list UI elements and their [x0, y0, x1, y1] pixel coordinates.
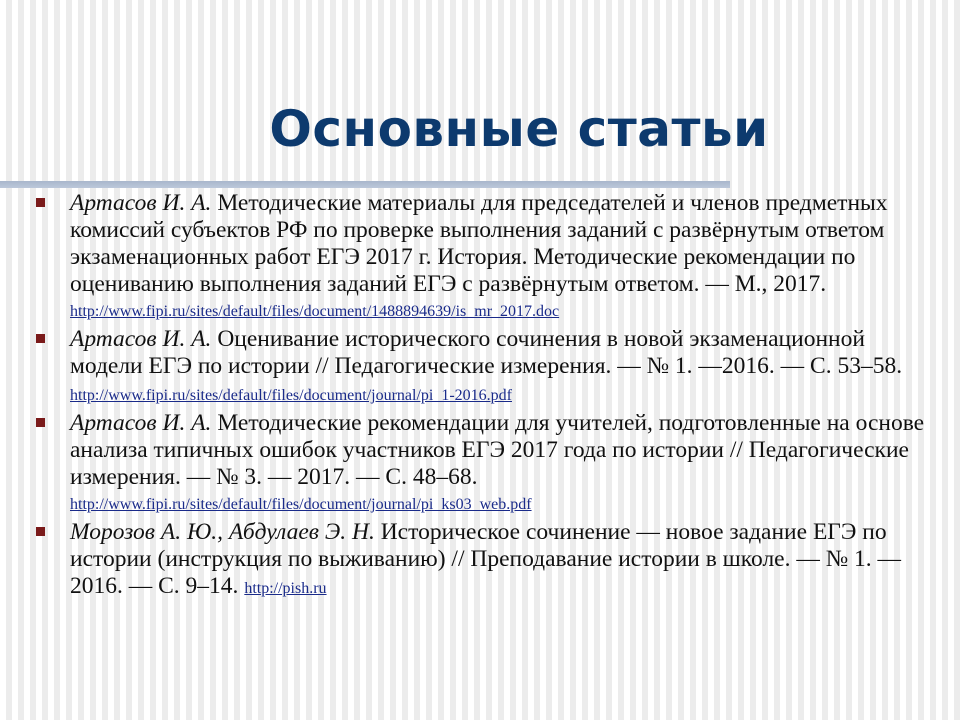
- reference-text: Методические материалы для председателей и членов предметных комиссий субъектов РФ по проверке выполнения заданий с развёрнутым ответом экзаменационных работ ЕГЭ 2017 г. История. Методические рекомендации по оцениванию выполнения заданий ЕГЭ с развёрнутым ответом. — М., 2017.: [70, 190, 888, 297]
- reference-link[interactable]: http://www.fipi.ru/sites/default/files/document/journal/pi_ks03_web.pdf: [70, 496, 532, 513]
- title-divider: [0, 181, 730, 188]
- square-bullet-icon: [36, 334, 45, 343]
- reference-text: Историческое сочинение — новое задание ЕГЭ по истории (инструкция по выживанию) // Преподавание истории в школе. — № 1. — 2016. — С. 9–14.: [70, 519, 902, 599]
- reference-list: [34, 190, 934, 603]
- reference-item-3: [34, 410, 934, 516]
- square-bullet-icon: [36, 527, 45, 536]
- reference-item-1: [34, 190, 934, 323]
- reference-item-2: [34, 326, 934, 407]
- reference-author: Артасов И. А.: [70, 326, 212, 352]
- square-bullet-icon: [36, 198, 45, 207]
- reference-author: Морозов А. Ю., Абдулаев Э. Н.: [70, 519, 375, 545]
- reference-link[interactable]: http://www.fipi.ru/sites/default/files/document/1488894639/is_mr_2017.doc: [70, 303, 560, 320]
- reference-author: Артасов И. А.: [70, 190, 212, 216]
- reference-text: Оценивание исторического сочинения в новой экзаменационной модели ЕГЭ по истории // Педагогические измерения. — № 1. —2016. — С. 53–58.: [70, 326, 903, 379]
- reference-item-4: [34, 519, 934, 600]
- reference-text: Методические рекомендации для учителей, подготовленные на основе анализа типичных ошибок участников ЕГЭ 2017 года по истории // Педагогические измерения. — № 3. — 2017. — С. 48–68.: [70, 410, 925, 490]
- reference-link[interactable]: http://www.fipi.ru/sites/default/files/document/journal/pi_1-2016.pdf: [70, 387, 512, 404]
- square-bullet-icon: [36, 418, 45, 427]
- reference-link[interactable]: http://pish.ru: [244, 580, 327, 597]
- slide-title: Основные статьи: [269, 100, 769, 158]
- reference-author: Артасов И. А.: [70, 410, 212, 436]
